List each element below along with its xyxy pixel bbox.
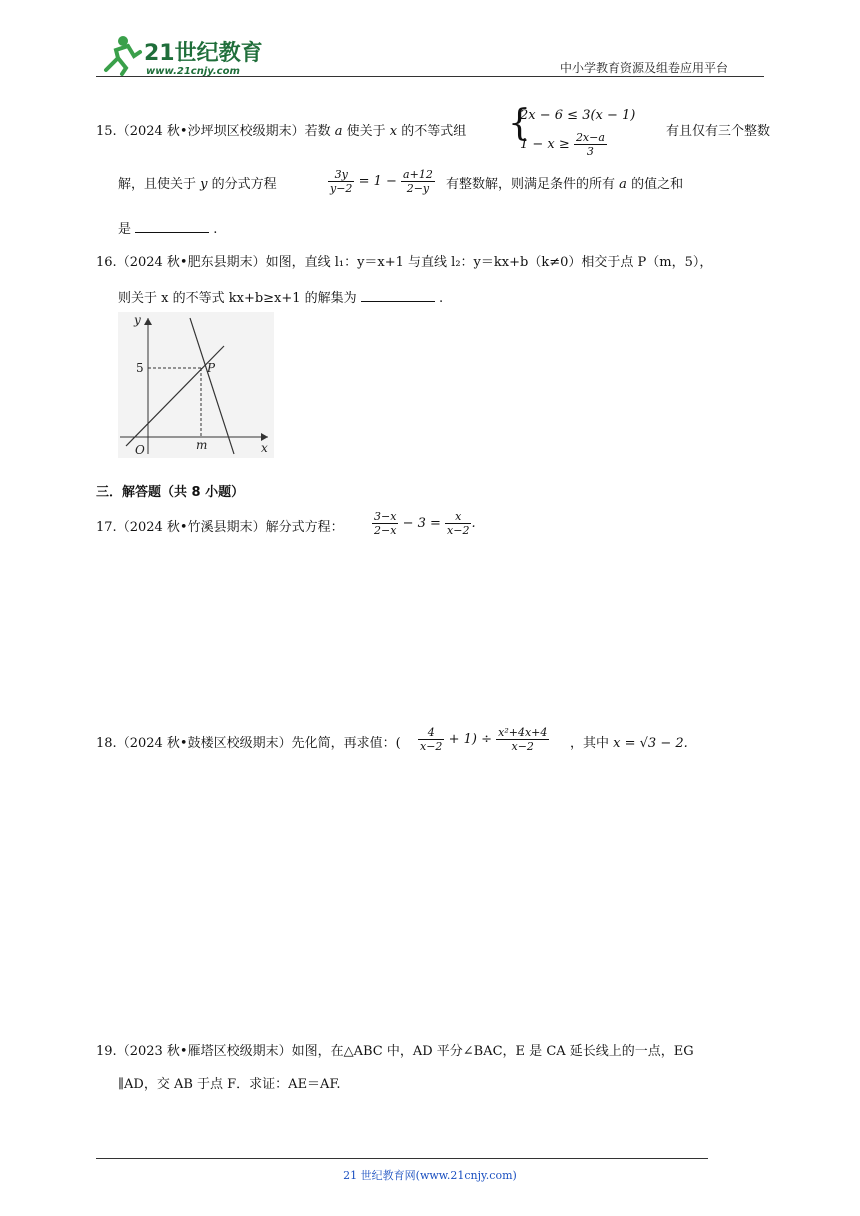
q15-line2-end: 有整数解，则满足条件的所有 a 的值之和	[446, 177, 684, 192]
header-platform-text: 中小学教育资源及组卷应用平台	[560, 61, 729, 75]
graph-tick-5: 5	[136, 361, 144, 375]
footer-divider	[96, 1158, 708, 1159]
q16-answer-blank	[361, 289, 435, 302]
q16-line2: 则关于 x 的不等式 kx+b≥x+1 的解集为 .	[118, 291, 444, 306]
q15-line1-end: 有且仅有三个整数	[666, 124, 771, 139]
q15-system-brace: {	[508, 103, 531, 144]
logo-url: www.21cnjy.com	[146, 66, 240, 77]
q17-line: 17.（2024 秋•竹溪县期末）解分式方程：	[96, 520, 344, 535]
q15-line1: 15.（2024 秋•沙坪坝区校级期末）若数 a 使关于 x 的不等式组	[96, 124, 467, 139]
footer-text[interactable]: 21 世纪教育网(www.21cnjy.com)	[343, 1169, 517, 1182]
q16-graph	[118, 312, 274, 458]
q19-line1: 19.（2023 秋•雁塔区校级期末）如图，在△ABC 中，AD 平分∠BAC，E 是 CA 延长线上的一点，EG	[96, 1044, 694, 1059]
q15-line3: 是 .	[118, 222, 218, 237]
graph-x-label: x	[261, 441, 268, 455]
q15-line2: 解，且使关于 y 的分式方程	[118, 177, 277, 192]
q16-line1: 16.（2024 秋•肥东县期末）如图，直线 l₁：y＝x+1 与直线 l₂：y＝kx+b（k≠0）相交于点 P（m，5），	[96, 255, 713, 270]
runner-logo-icon	[106, 36, 140, 74]
graph-tick-m: m	[196, 438, 208, 452]
section3-title: 三．解答题（共 8 小题）	[96, 485, 245, 500]
q15-inequality-1: 2x − 6 ≤ 3(x − 1)	[520, 108, 636, 123]
q18-line: 18.（2024 秋•鼓楼区校级期末）先化简，再求值：(	[96, 736, 401, 751]
q15-answer-blank	[135, 220, 209, 233]
logo-text: 21世纪教育	[144, 41, 263, 66]
q15-equation: $\frac{3y}{y-2}$ = 1 − $\frac{a+12}{2-y}$	[330, 168, 433, 195]
site-logo	[96, 30, 266, 80]
header-divider	[96, 76, 764, 77]
graph-origin-label: O	[135, 443, 145, 457]
q15-inequality-2: 1 − x ≥ $\frac{2x-a}{3}$	[520, 131, 605, 158]
graph-y-label: y	[134, 313, 141, 327]
q19-line2: ∥AD，交 AB 于点 F．求证：AE＝AF.	[118, 1077, 341, 1092]
q18-expression: $\frac{4}{x-2}$ + 1) ÷ $\frac{\text{x²+4x+4}}{x-2}$	[420, 726, 548, 753]
q18-condition: ，其中 x = √3 − 2.	[570, 736, 688, 751]
graph-point-P: P	[207, 361, 216, 375]
q17-equation: $\frac{3-x}{2-x}$ − 3 = $\frac{x}{x-2}$ .	[374, 510, 476, 537]
